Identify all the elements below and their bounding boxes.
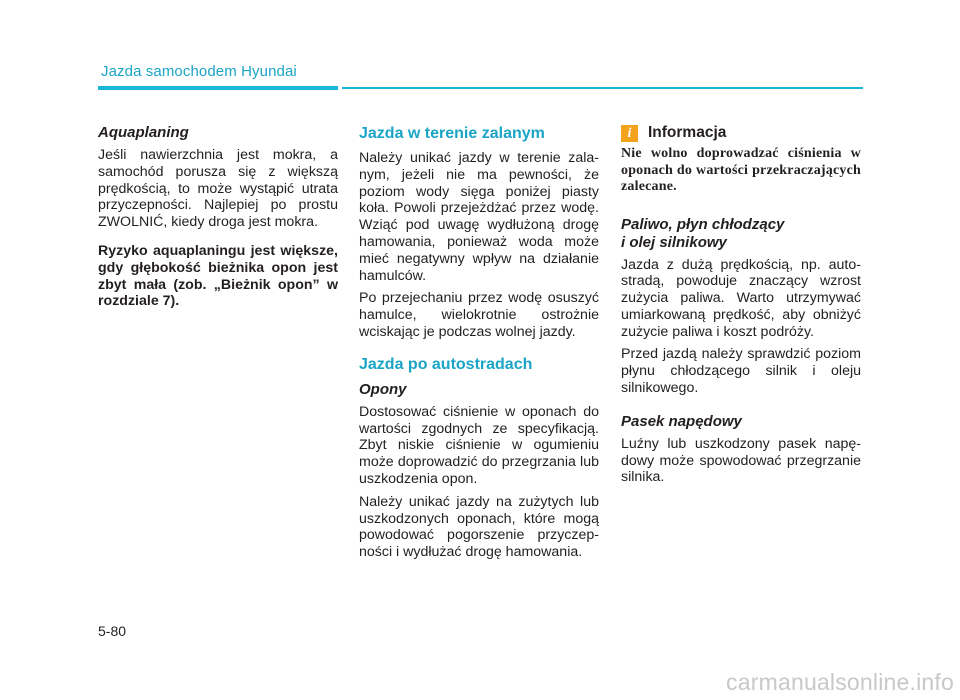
flood-paragraph-1: Należy unikać jazdy w terenie zalanym, jeżeli nie ma pewności, że poziom wody sięga poniżej piasty koła. Powoli przejeżdżać przez wodę. Wziąć pod uwagę wydłużoną drogę hamowania, ponieważ woda może mieć negatywny wpływ na działanie hamulców. xyxy=(359,150,599,284)
info-text: Nie wolno doprowadzać ciśnienia w oponach do wartości przekraczających zalecane. xyxy=(621,146,861,194)
tires-paragraph-1: Dostosować ciśnienie w oponach do wartości zgodnych ze specyfikacją. Zbyt niskie ciśnienie w ogumieniu może doprowadzić do przegrzania lub uszkodzenia opon. xyxy=(359,403,599,487)
highway-heading: Jazda po autostradach xyxy=(359,355,533,373)
fuel-heading-line-1: Paliwo, płyn chłodzący xyxy=(621,215,785,233)
page-number: 5-80 xyxy=(98,623,127,639)
info-icon: i xyxy=(621,125,638,142)
tires-paragraph-2: Należy unikać jazdy na zużytych lub uszkodzonych oponach, które mogą powodować pogorszenie przyczepności i wydłużać drogę hamowania. xyxy=(359,493,599,561)
watermark: carmanualsonline.info xyxy=(726,669,954,695)
aquaplaning-warning: Ryzyko aquaplaningu jest większe, gdy głębokość bieżnika opon jest zbyt mała (zob. „Bieżnik opon” w rozdziale 7). xyxy=(98,242,338,310)
belt-paragraph: Luźny lub uszkodzony pasek napędowy może spowodować przegrzanie silnika. xyxy=(621,435,861,486)
info-box-header xyxy=(621,124,861,142)
header-rule-thin xyxy=(342,87,863,89)
header-rule-thick xyxy=(98,86,338,90)
running-header: Jazda samochodem Hyundai xyxy=(101,63,297,80)
column-middle xyxy=(359,124,599,567)
aquaplaning-paragraph: Jeśli nawierzchnia jest mokra, a samochód porusza się z większą prędkością, to może wystąpić utrata przyczepności. Najlepiej po prostu ZWOLNIĆ, kiedy droga jest mokra. xyxy=(98,147,338,231)
column-right xyxy=(621,124,861,492)
flood-paragraph-2: Po przejechaniu przez wodę osuszyć hamulce, wielokrotnie ostrożnie wciskając je podczas wolnej jazdy. xyxy=(359,290,599,340)
tires-heading: Opony xyxy=(359,380,407,398)
flood-heading: Jazda w terenie zalanym xyxy=(359,125,545,142)
column-left xyxy=(98,124,338,316)
aquaplaning-heading: Aquaplaning xyxy=(98,124,189,141)
info-title: Informacja xyxy=(648,124,727,141)
belt-heading: Pasek napędowy xyxy=(621,412,742,430)
fuel-paragraph-1: Jazda z dużą prędkością, np. autostradą, powoduje znaczący wzrost zużycia paliwa. Warto utrzymywać umiarkowaną prędkość, aby obniżyć zużycie paliwa i koszt podróży. xyxy=(621,256,861,340)
fuel-heading-line-2: i olej silnikowy xyxy=(621,233,727,251)
fuel-paragraph-2: Przed jazdą należy sprawdzić poziom płynu chłodzącego silnik i oleju silnikowego. xyxy=(621,346,861,397)
